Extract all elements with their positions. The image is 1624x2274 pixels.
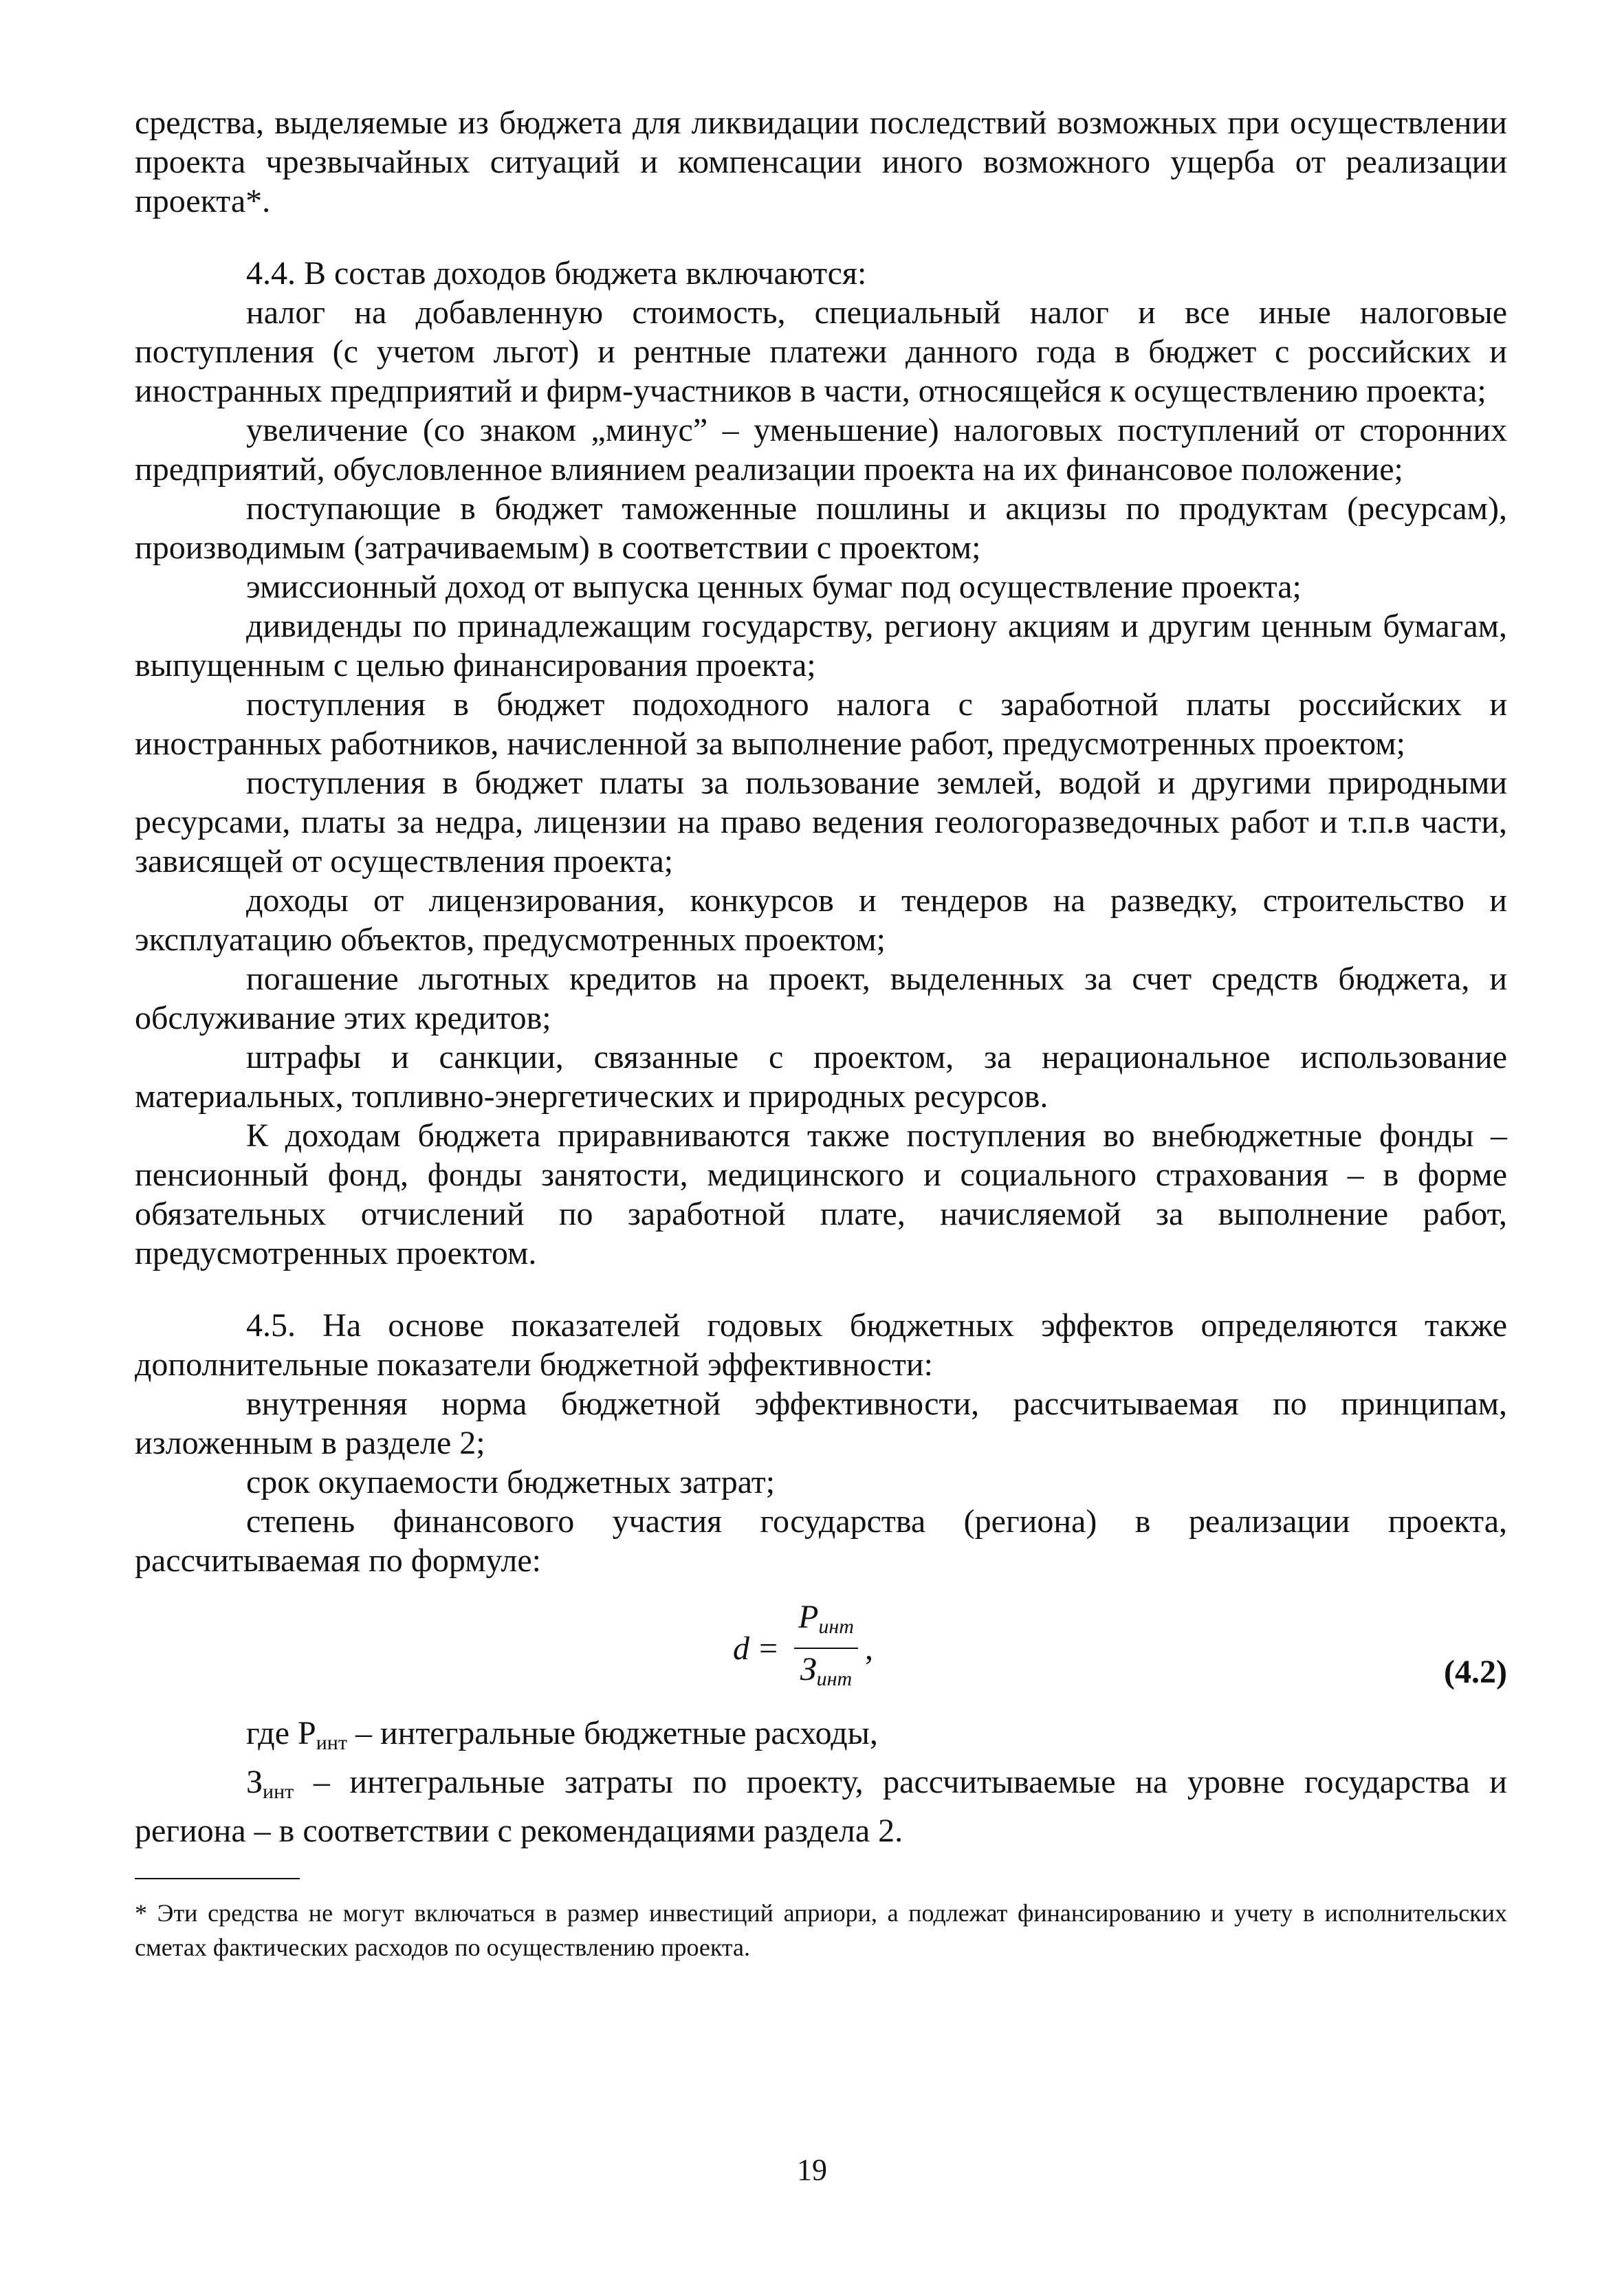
section-4-4-heading: 4.4. В состав доходов бюджета включаются: [246, 255, 867, 292]
paragraph-continued: средства, выделяемые из бюджета для ликвидации последствий возможных при осуществлении проекта чрезвычайных ситуаций и компенсации иного возможного ущерба от реализации проекта*. [135, 105, 1507, 219]
where-line-2: $З_{инт}$ – интегральные затраты по проекту, рассчитываемые на уровне государства и региона – в соответствии с рекомендациями раздела 2. [135, 1764, 1507, 1849]
list-item: срок окупаемости бюджетных затрат; [246, 1464, 776, 1500]
list-item: штрафы и санкции, связанные с проектом, за нерациональное использование материальных, топливно-энергетических и природных ресурсов. [135, 1039, 1507, 1115]
section-4-5-heading: 4.5. На основе показателей годовых бюджетных эффектов определяются также дополнительные показатели бюджетной эффективности: [135, 1307, 1507, 1383]
formula-comma: , [864, 1630, 873, 1667]
formula [733, 1599, 873, 1697]
formula-lhs: d [733, 1630, 749, 1667]
list-item: дивиденды по принадлежащим государству, региону акциям и другим ценным бумагам, выпущенным с целью финансирования проекта; [135, 608, 1507, 684]
paragraph-extra-budget: К доходам бюджета приравниваются также поступления во внебюджетные фонды – пенсионный фонд, фонды занятости, медицинского и социального страхования – в форме обязательных отчислений по заработной плате, начисляемой за выполнение работ, предусмотренных проектом. [135, 1117, 1507, 1271]
formula-block [135, 1594, 1507, 1704]
where-line-1: где $Р_{инт}$ – интегральные бюджетные расходы, [246, 1715, 878, 1754]
list-item: внутренняя норма бюджетной эффективности, рассчитываемая по принципам, изложенным в разделе 2; [135, 1386, 1507, 1461]
formula-equals: = [759, 1630, 778, 1667]
formula-denominator: $З_{инт}$ [800, 1651, 853, 1690]
page-number: 19 [797, 2153, 827, 2187]
list-item: увеличение (со знаком „минус” – уменьшение) налоговых поступлений от сторонних предприятий, обусловленное влиянием реализации проекта на их финансовое положение; [135, 412, 1507, 488]
footnote: * Эти средства не могут включаться в размер инвестиций априори, а подлежат финансированию и учету в исполнительских сметах фактических расходов по осуществлению проекта. [135, 1899, 1507, 1961]
list-item: поступления в бюджет платы за пользование землей, водой и другими природными ресурсами, платы за недра, лицензии на право ведения геологоразведочных работ и т.п.в части, зависящей от осуществления проекта; [135, 765, 1507, 879]
formula-fraction [794, 1599, 858, 1697]
list-item: поступающие в бюджет таможенные пошлины и акцизы по продуктам (ресурсам), производимым (затрачиваемым) в соответствии с проектом; [135, 490, 1507, 566]
list-item: степень финансового участия государства (региона) в реализации проекта, рассчитываемая по формуле: [135, 1503, 1507, 1579]
formula-numerator: $Р_{инт}$ [794, 1599, 858, 1649]
page-body [135, 103, 1507, 1965]
equation-number: (4.2) [1444, 1654, 1507, 1690]
footnote-divider [135, 1878, 300, 1879]
list-item: поступления в бюджет подоходного налога с заработной платы российских и иностранных работников, начисленной за выполнение работ, предусмотренных проектом; [135, 686, 1507, 762]
list-item: доходы от лицензирования, конкурсов и тендеров на разведку, строительство и эксплуатацию объектов, предусмотренных проектом; [135, 882, 1507, 958]
list-item: эмиссионный доход от выпуска ценных бумаг под осуществление проекта; [246, 569, 1302, 605]
list-item: налог на добавленную стоимость, специальный налог и все иные налоговые поступления (с учетом льгот) и рентные платежи данного года в бюджет с российских и иностранных предприятий и фирм-участников в части, относящейся к осуществлению проекта; [135, 294, 1507, 409]
list-item: погашение льготных кредитов на проект, выделенных за счет средств бюджета, и обслуживание этих кредитов; [135, 961, 1507, 1036]
